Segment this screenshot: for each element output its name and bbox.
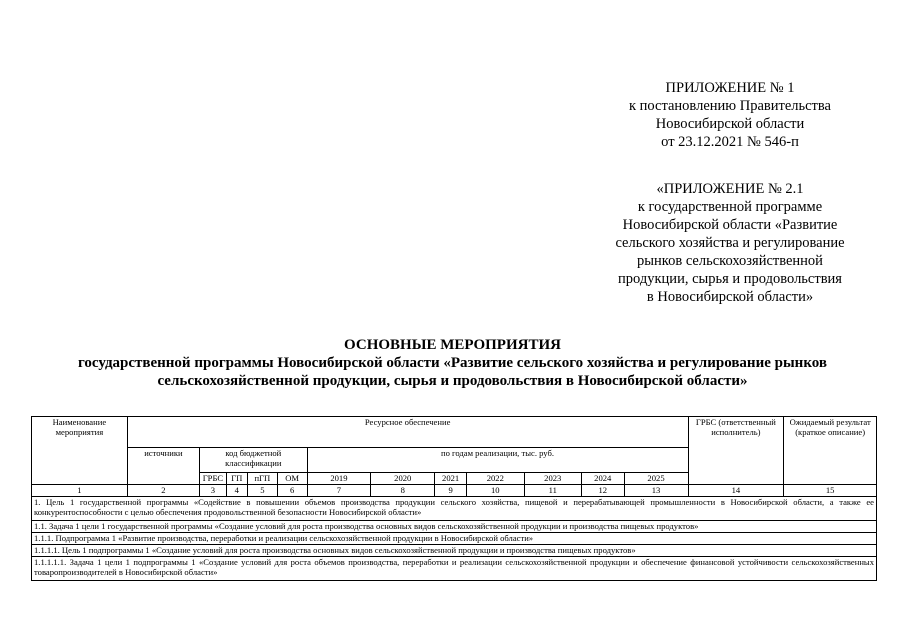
appendix-1-line: Новосибирской области <box>655 116 805 132</box>
appendix-2-line: к государственной программе <box>637 199 823 215</box>
main-activities-table <box>31 416 877 581</box>
header-year: 2024 <box>581 473 624 485</box>
column-number: 6 <box>277 485 307 497</box>
appendix-1-line: ПРИЛОЖЕНИЕ № 1 <box>665 80 795 96</box>
header-year: 2022 <box>467 473 524 485</box>
column-number: 3 <box>200 485 227 497</box>
header-year: 2019 <box>307 473 371 485</box>
appendix-2-line: продукции, сырья и продовольствия <box>618 271 842 287</box>
title-main: ОСНОВНЫЕ МЕРОПРИЯТИЯ <box>344 337 561 353</box>
appendix-2-1-header <box>580 180 880 306</box>
column-number: 7 <box>307 485 371 497</box>
column-number: 13 <box>624 485 688 497</box>
appendix-1-line: к постановлению Правительства <box>629 98 831 114</box>
header-sources: источники <box>127 448 199 485</box>
appendix-2-line: Новосибирской области «Развитие <box>622 217 838 233</box>
appendix-2-line: сельского хозяйства и регулирование <box>615 235 845 251</box>
header-year: 2020 <box>371 473 435 485</box>
header-grbs-executor: ГРБС (ответственный исполнитель) <box>688 417 784 485</box>
row-task-1-1: 1.1. Задача 1 цели 1 государственной программы «Создание условий для роста производства основных видов сельскохозяйственной продукции и производства пищевых продуктов» <box>32 521 877 533</box>
column-number: 9 <box>435 485 467 497</box>
column-number: 1 <box>32 485 128 497</box>
column-number-row <box>32 485 877 497</box>
appendix-2-line: «ПРИЛОЖЕНИЕ № 2.1 <box>656 181 804 197</box>
column-number: 12 <box>581 485 624 497</box>
column-number: 2 <box>127 485 199 497</box>
header-resources: Ресурсное обеспечение <box>127 417 688 448</box>
header-by-years: по годам реализации, тыс. руб. <box>307 448 688 473</box>
document-title <box>20 336 885 390</box>
row-subprogram-1-1-1: 1.1.1. Подпрограмма 1 «Развитие производства, переработки и реализации сельскохозяйственной продукции в Новосибирской области» <box>32 533 877 545</box>
header-name: Наименование мероприятия <box>32 417 128 485</box>
header-budget-code: код бюджетной классификации <box>200 448 307 473</box>
column-number: 11 <box>524 485 581 497</box>
header-expected-result: Ожидаемый результат (краткое описание) <box>784 417 877 485</box>
column-number: 10 <box>467 485 524 497</box>
title-subtitle-line: сельскохозяйственной продукции, сырья и продовольствия в Новосибирской области» <box>157 373 748 389</box>
appendix-1-line: от 23.12.2021 № 546-п <box>661 134 799 150</box>
column-number: 15 <box>784 485 877 497</box>
row-task-1-1-1-1-1: 1.1.1.1.1. Задача 1 цели 1 подпрограммы 1 «Создание условий для роста объемов производства, переработки и реализации сельскохозяйственной продукции и обеспечение финансовой устойчивости сельскохозяйственных товаропроизводителей в Новосибирской области» <box>32 557 877 581</box>
header-pgp: пГП <box>247 473 277 485</box>
row-goal-1-1-1-1: 1.1.1.1. Цель 1 подпрограммы 1 «Создание условий для роста производства основных видов сельскохозяйственной продукции и производства пищевых продуктов» <box>32 545 877 557</box>
appendix-1-header <box>590 79 870 151</box>
row-goal-1: 1. Цель 1 государственной программы «Содействие в повышении объемов производства продукции сельского хозяйства, пищевой и перерабатывающей промышленности в Новосибирской области, а также ее конкурентоспособности с целью обеспечения продовольственной безопасности Новосибирской области» <box>32 497 877 521</box>
appendix-2-line: в Новосибирской области» <box>646 289 814 305</box>
title-subtitle-line: государственной программы Новосибирской области «Развитие сельского хозяйства и регулирование рынков <box>77 355 827 371</box>
header-year: 2025 <box>624 473 688 485</box>
column-number: 14 <box>688 485 784 497</box>
column-number: 4 <box>226 485 247 497</box>
column-number: 5 <box>247 485 277 497</box>
header-om: ОМ <box>277 473 307 485</box>
header-gp: ГП <box>226 473 247 485</box>
header-year: 2023 <box>524 473 581 485</box>
column-number: 8 <box>371 485 435 497</box>
appendix-2-line: рынков сельскохозяйственной <box>637 253 823 269</box>
header-grbs: ГРБС <box>200 473 227 485</box>
header-year: 2021 <box>435 473 467 485</box>
